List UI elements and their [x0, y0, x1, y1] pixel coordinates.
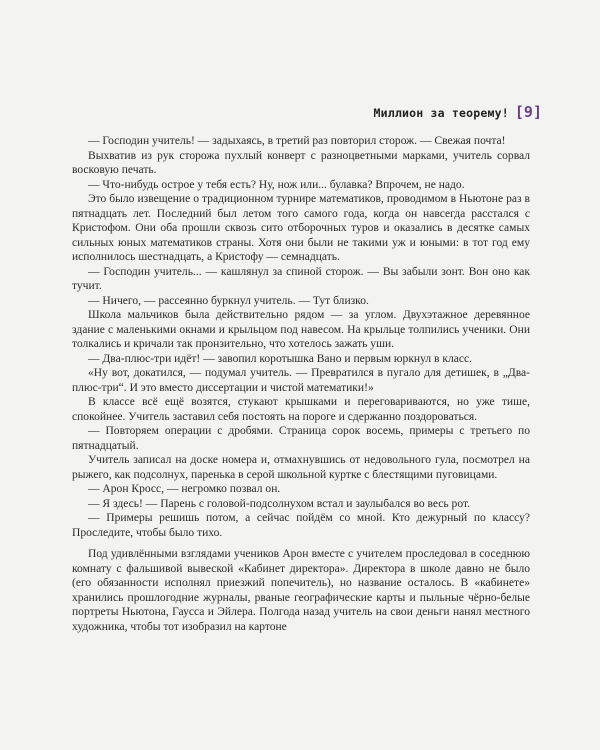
body-text — [72, 134, 530, 634]
chapter-title: Миллион за теорему! — [373, 106, 509, 120]
paragraph: — Два-плюс-три идёт! — завопил коротышка Вано и первым юркнул в класс. — [88, 352, 473, 365]
paragraph: — Повторяем операции с дробями. Страница сорок восемь, примеры с третьего по пятнадцатый. — [72, 425, 530, 452]
paragraph: — Что-нибудь острое у тебя есть? Ну, нож или... булавка? Впрочем, не надо. — [88, 178, 465, 191]
page-number: [9] — [514, 103, 542, 121]
paragraph: Под удивлёнными взглядами учеников Арон вместе с учителем проследовал в соседнюю комнату с фальшивой вывеской «Кабинет директора». Директора в школе давно не было (его обязанности исполнял приезжий попечитель), но название осталось. В «кабинете» хранились прошлогодние журналы, рваные географические карты и пыльные чёрно-белые портреты Ньютона, Гаусса и Эйлера. Полгода назад учитель на свои деньги нанял местного художника, чтобы тот изобразил на картоне — [72, 548, 530, 633]
paragraph: — Я здесь! — Парень с головой-подсолнухом встал и заулыбался во весь рот. — [88, 497, 471, 510]
running-header — [374, 103, 542, 121]
paragraph: В классе всё ещё возятся, стукают крышками и переговариваются, но уже тише, спокойнее. Учитель заставил себя постоять на пороге и сдержанно поздороваться. — [72, 396, 530, 423]
paragraph: Выхватив из рук сторожа пухлый конверт с разноцветными марками, учитель сорвал восковую печать. — [72, 149, 530, 176]
paragraph: Учитель записал на доске номера и, отмахнувшись от недовольного гула, посмотрел на рыжего, как подсолнух, паренька в серой школьной куртке с блестящими пуговицами. — [72, 454, 530, 481]
paragraph: Это было извещение о традиционном турнире математиков, проводимом в Ньютоне раз в пятнадцать лет. Последний был летом того самого года, когда он навсегда расстался с Кристофом. Они оба прошли сквозь сито отборочных туров и оказались в десятке самых сильных юных математиков страны. Хотя они были не такими уж и юными: в тот год ему исполнилось шестнадцать, а Кристофу — семнадцать. — [72, 193, 530, 263]
paragraph: «Ну вот, докатился, — подумал учитель. — Превратился в пугало для детишек, в „Два-плюс-три“. И это вместо диссертации и чистой математики!» — [72, 367, 530, 394]
paragraph: — Господин учитель! — задыхаясь, в третий раз повторил сторож. — Свежая почта! — [88, 135, 506, 147]
paragraph: Школа мальчиков была действительно рядом — за углом. Двухэтажное деревянное здание с маленькими окнами и крыльцом под навесом. На крыльце толпились ученики. Они толкались и кричали так пронзительно, что хотелось зажать уши. — [72, 309, 530, 350]
paragraph: — Примеры решишь потом, а сейчас пойдём со мной. Кто дежурный по классу? Проследите, чтобы было тихо. — [72, 512, 530, 539]
paragraph: — Арон Кросс, — негромко позвал он. — [88, 483, 281, 495]
paragraph: — Ничего, — рассеянно буркнул учитель. — Тут близко. — [88, 294, 369, 307]
paragraph: — Господин учитель... — кашлянул за спиной сторож. — Вы забыли зонт. Вон оно как тучит. — [72, 265, 530, 292]
